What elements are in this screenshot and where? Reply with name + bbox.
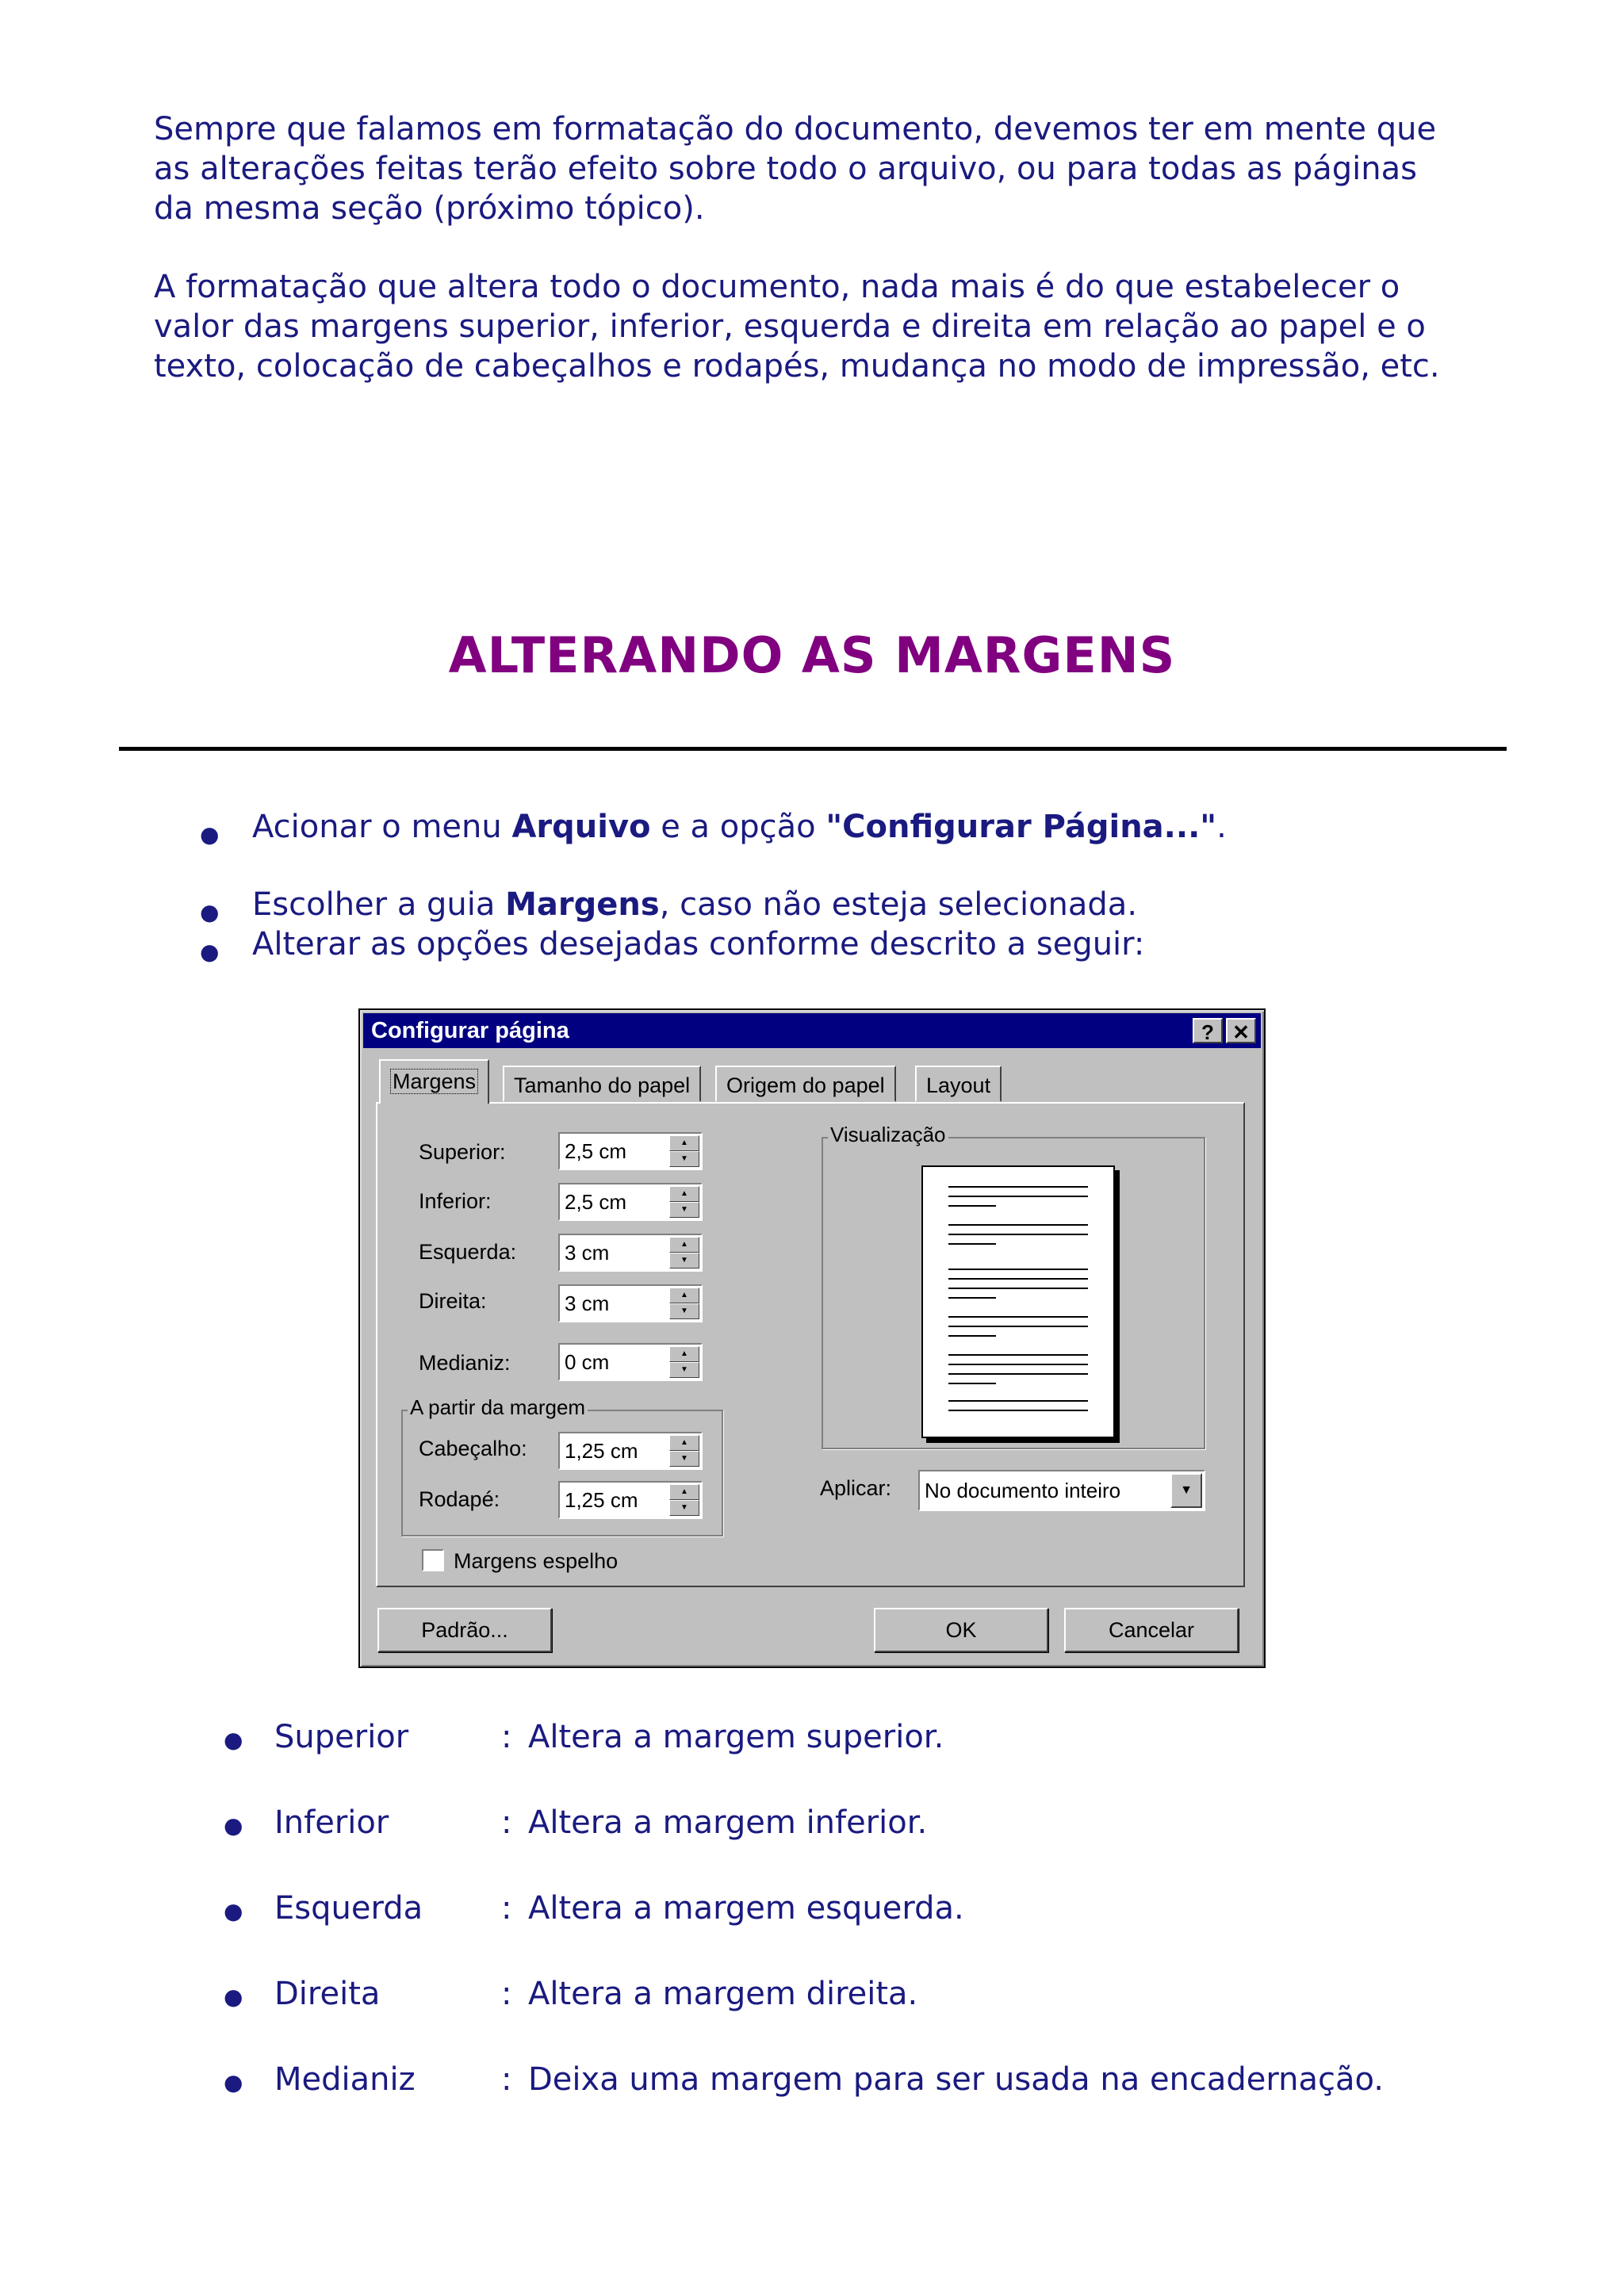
spin-up-icon[interactable]: ▲ <box>669 1186 699 1202</box>
inferior-value: 2,5 cm <box>565 1190 627 1214</box>
spin-up-icon[interactable]: ▲ <box>669 1237 699 1253</box>
tab-margens[interactable]: Margens <box>379 1059 489 1104</box>
definition-term: Esquerda <box>274 1890 423 1927</box>
section-title: ALTERANDO AS MARGENS <box>448 626 1176 684</box>
esquerda-label: Esquerda: <box>419 1240 517 1264</box>
close-button[interactable]: ✕ <box>1226 1018 1256 1043</box>
medianiz-spinner[interactable] <box>558 1343 703 1381</box>
step-3: Alterar as opções desejadas conforme descrito a seguir: <box>252 926 1145 962</box>
definition-term: Direita <box>274 1976 381 2012</box>
spin-up-icon[interactable]: ▲ <box>669 1288 699 1303</box>
step-2: Escolher a guia Margens, caso não esteja selecionada. <box>252 886 1138 923</box>
dialog-title-bar <box>363 1013 1261 1048</box>
spin-up-icon[interactable]: ▲ <box>669 1135 699 1151</box>
esquerda-spinner[interactable] <box>558 1234 703 1272</box>
spin-up-icon[interactable]: ▲ <box>669 1435 699 1451</box>
definition-term: Superior <box>274 1719 409 1755</box>
tab-layout[interactable]: Layout <box>915 1066 1002 1102</box>
spin-down-icon[interactable]: ▼ <box>669 1202 699 1218</box>
rodape-spinner[interactable] <box>558 1481 703 1519</box>
superior-spinner[interactable] <box>558 1132 703 1170</box>
spin-down-icon[interactable]: ▼ <box>669 1253 699 1269</box>
tab-tamanho-do-papel[interactable]: Tamanho do papel <box>503 1066 701 1102</box>
definition-term: Medianiz <box>274 2061 416 2098</box>
chevron-down-icon[interactable]: ▼ <box>1170 1473 1202 1508</box>
bullet-icon: ● <box>224 1812 243 1839</box>
rodape-label: Rodapé: <box>419 1487 500 1511</box>
definition-desc: Altera a margem inferior. <box>528 1804 928 1841</box>
spin-down-icon[interactable]: ▼ <box>669 1303 699 1319</box>
spin-down-icon[interactable]: ▼ <box>669 1151 699 1167</box>
spin-down-icon[interactable]: ▼ <box>669 1500 699 1516</box>
preview-label: Visualização <box>828 1123 948 1147</box>
inferior-label: Inferior: <box>419 1189 492 1213</box>
definition-desc: Altera a margem direita. <box>528 1976 918 2012</box>
title-divider <box>119 747 1507 751</box>
direita-value: 3 cm <box>565 1292 610 1315</box>
inferior-spinner[interactable] <box>558 1183 703 1221</box>
superior-label: Superior: <box>419 1140 506 1164</box>
definition-desc: Altera a margem esquerda. <box>528 1890 964 1927</box>
rodape-value: 1,25 cm <box>565 1488 638 1512</box>
definition-desc: Altera a margem superior. <box>528 1719 944 1755</box>
apply-value: No documento inteiro <box>925 1479 1121 1502</box>
tab-origem-do-papel[interactable]: Origem do papel <box>715 1066 896 1102</box>
mirror-margins-label: Margens espelho <box>454 1549 619 1573</box>
direita-spinner[interactable] <box>558 1284 703 1322</box>
medianiz-label: Medianiz: <box>419 1351 511 1375</box>
page-preview <box>921 1165 1115 1438</box>
medianiz-value: 0 cm <box>565 1350 610 1374</box>
bullet-icon: ● <box>224 1727 243 1753</box>
apply-label: Aplicar: <box>820 1476 892 1500</box>
spin-up-icon[interactable]: ▲ <box>669 1484 699 1500</box>
intro-paragraph-1: Sempre que falamos em formatação do documento, devemos ter em mente que as alterações feitas terão efeito sobre todo o arquivo, ou para todas as páginas da mesma seção (próximo tópico). <box>154 111 1437 227</box>
bullet-icon: ● <box>200 899 220 925</box>
esquerda-value: 3 cm <box>565 1241 610 1265</box>
bullet-icon: ● <box>224 1984 243 2010</box>
spin-down-icon[interactable]: ▼ <box>669 1362 699 1378</box>
ok-button[interactable]: OK <box>874 1608 1048 1652</box>
bullet-icon: ● <box>224 2069 243 2095</box>
page-setup-dialog <box>358 1008 1266 1668</box>
default-button[interactable]: Padrão... <box>377 1608 552 1652</box>
group-label: A partir da margem <box>408 1395 588 1420</box>
cabecalho-label: Cabeçalho: <box>419 1437 527 1460</box>
bullet-icon: ● <box>200 939 220 965</box>
bullet-icon: ● <box>224 1898 243 1924</box>
spin-up-icon[interactable]: ▲ <box>669 1346 699 1362</box>
intro-paragraph-2: A formatação que altera todo o documento, nada mais é do que estabelecer o valor das margens superior, inferior, esquerda e direita em relação ao papel e o texto, colocação de cabeçalhos e rodapés, mudança no modo de impressão, etc. <box>154 269 1440 385</box>
spin-down-icon[interactable]: ▼ <box>669 1451 699 1467</box>
cabecalho-spinner[interactable] <box>558 1432 703 1470</box>
cabecalho-value: 1,25 cm <box>565 1439 638 1463</box>
mirror-margins-checkbox[interactable] <box>422 1549 444 1571</box>
definition-term: Inferior <box>274 1804 389 1841</box>
direita-label: Direita: <box>419 1289 487 1313</box>
help-button[interactable]: ? <box>1193 1018 1223 1043</box>
dialog-title: Configurar página <box>371 1018 569 1043</box>
apply-select[interactable] <box>918 1470 1205 1511</box>
definition-desc: Deixa uma margem para ser usada na encadernação. <box>528 2061 1385 2098</box>
superior-value: 2,5 cm <box>565 1139 627 1163</box>
step-1: Acionar o menu Arquivo e a opção "Configurar Página...". <box>252 809 1227 845</box>
bullet-icon: ● <box>200 821 220 848</box>
cancel-button[interactable]: Cancelar <box>1064 1608 1239 1652</box>
